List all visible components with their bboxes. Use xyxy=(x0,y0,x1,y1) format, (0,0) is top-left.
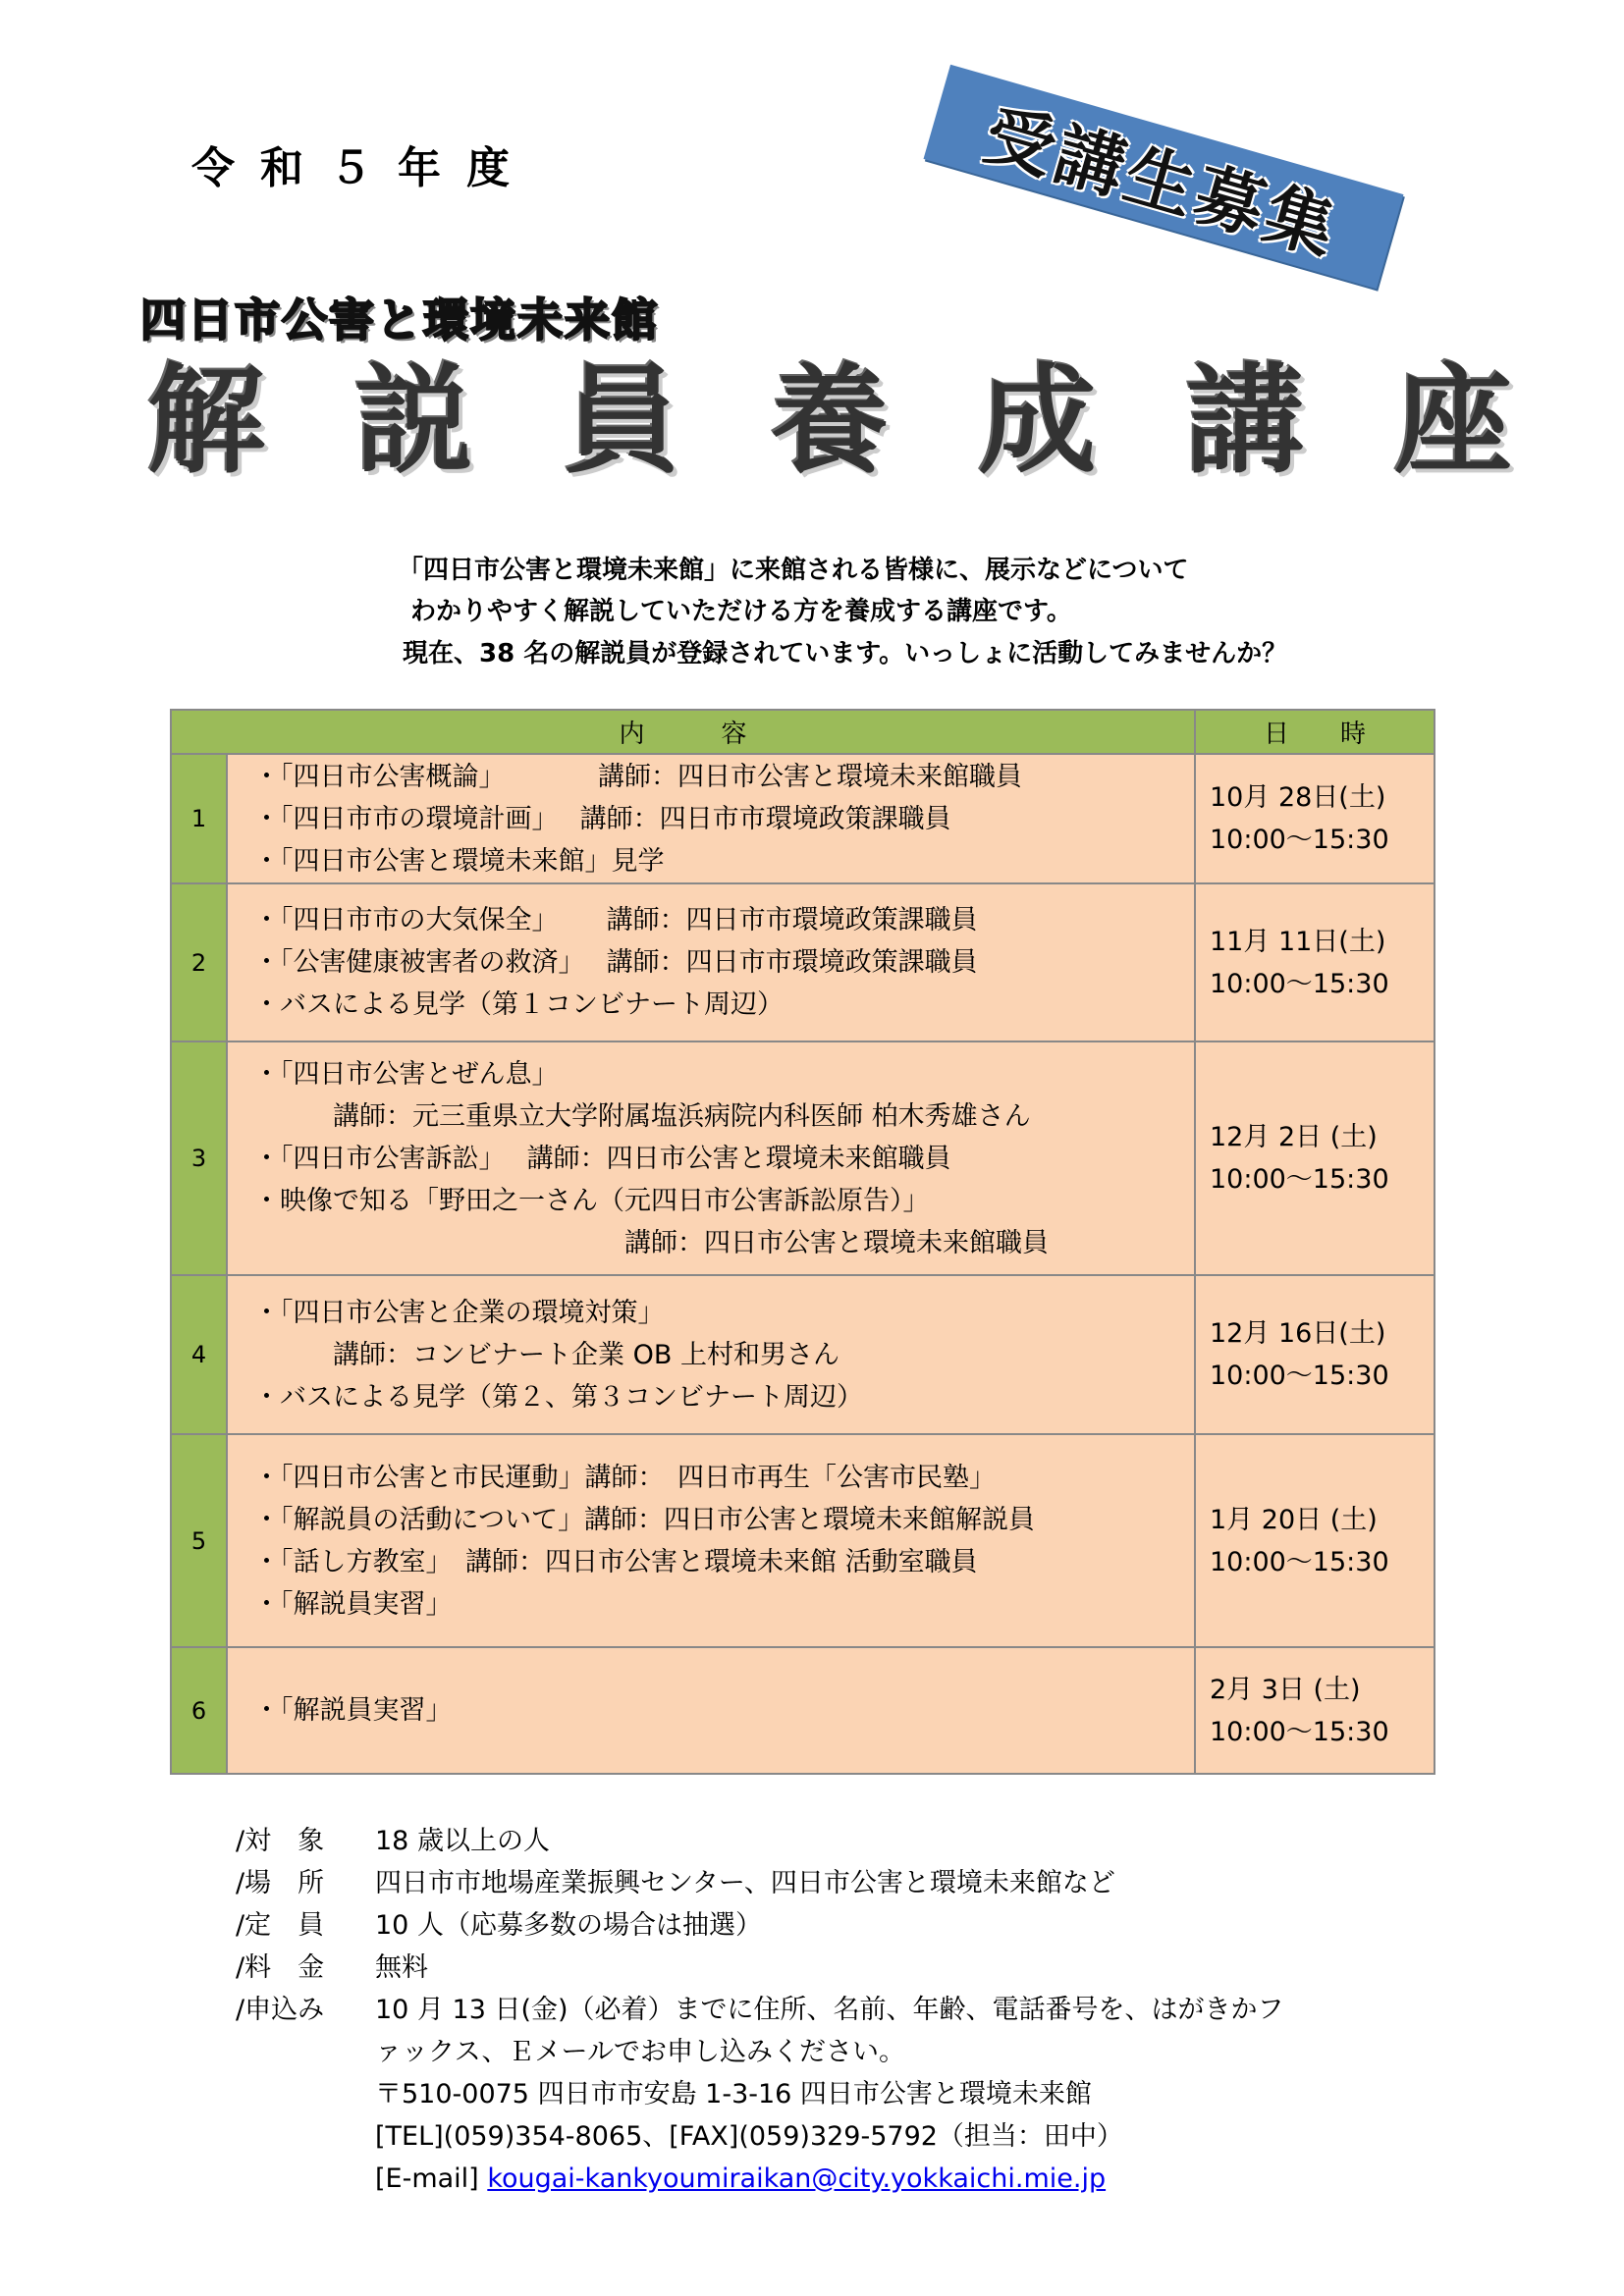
course-title-char: 解 xyxy=(147,353,265,490)
info-list xyxy=(236,1820,1284,2200)
email-link[interactable]: kougai-kankyoumiraikan@city.yokkaichi.mie.jp xyxy=(487,2163,1107,2194)
info-label: /場 所 xyxy=(236,1868,325,1898)
intro-line: 現在、38 名の解説員が登録されています。いっしょに活動してみませんか？ xyxy=(403,639,1288,668)
info-apply-cont: ァックス、Ｅメールでお申し込みください。 xyxy=(375,2037,905,2067)
session-date xyxy=(1195,1647,1435,1774)
info-fee xyxy=(236,1947,1284,1989)
intro-line: わかりやすく解説していただける方を養成する講座です。 xyxy=(410,597,1072,626)
course-title-char: 成 xyxy=(978,353,1097,490)
date-line: 11月 11日(土) xyxy=(1210,926,1386,957)
info-email-line xyxy=(236,2158,1284,2200)
session-date xyxy=(1195,1275,1435,1434)
time-line: 10:00～15:30 xyxy=(1210,1546,1389,1577)
info-label: /対 象 xyxy=(236,1826,325,1856)
session-date xyxy=(1195,1434,1435,1647)
session-date xyxy=(1195,754,1435,883)
table-header-row xyxy=(171,710,1435,754)
info-value: 10 月 13 日(金)（必着）までに住所、名前、年齢、電話番号を、はがきかフ xyxy=(375,1995,1284,2025)
table-row xyxy=(171,1434,1435,1647)
content-line: ・「四日市公害と市民運動」講師： 四日市再生「公害市民塾」 xyxy=(253,1462,996,1493)
course-title xyxy=(147,353,1512,490)
table-row xyxy=(171,883,1435,1041)
content-line: ・「四日市公害訴訟」 講師：四日市公害と環境未来館職員 xyxy=(253,1143,951,1174)
content-line: ・映像で知る「野田之一さん（元四日市公害訴訟原告）」 xyxy=(253,1185,930,1216)
session-content xyxy=(227,1041,1195,1275)
date-line: 12月 2日 (土) xyxy=(1210,1122,1378,1152)
session-number: 6 xyxy=(171,1647,227,1774)
info-value: 18 歳以上の人 xyxy=(375,1826,550,1856)
course-title-char: 説 xyxy=(354,353,473,490)
session-content xyxy=(227,1275,1195,1434)
facility-name: 四日市公害と環境未来館 xyxy=(140,294,659,347)
content-line: ・バスによる見学（第１コンビナート周辺） xyxy=(253,989,784,1020)
content-line: ・「解説員実習」 xyxy=(253,1588,453,1620)
course-title-char: 員 xyxy=(563,353,681,490)
session-number: 4 xyxy=(171,1275,227,1434)
time-line: 10:00～15:30 xyxy=(1210,825,1389,855)
recruitment-banner xyxy=(924,65,1404,289)
session-date xyxy=(1195,1041,1435,1275)
session-number: 3 xyxy=(171,1041,227,1275)
banner-text: 受講生募集 xyxy=(976,92,1348,271)
course-title-char: 座 xyxy=(1393,353,1512,490)
info-address: 〒510-0075 四日市市安島 1-3-16 四日市公害と環境未来館 xyxy=(375,2079,1092,2109)
content-line: 講師：元三重県立大学附属塩浜病院内科医師 柏木秀雄さん xyxy=(253,1100,1031,1132)
table-row xyxy=(171,1041,1435,1275)
year-title: 令和５年度 xyxy=(191,143,535,193)
schedule-table xyxy=(170,709,1435,1775)
content-line: ・「解説員実習」 xyxy=(253,1695,453,1726)
date-line: 10月 28日(土) xyxy=(1210,782,1386,813)
content-line: ・「四日市市の大気保全」 講師：四日市市環境政策課職員 xyxy=(253,905,978,935)
info-capacity xyxy=(236,1904,1284,1947)
session-content xyxy=(227,1434,1195,1647)
info-label: /料 金 xyxy=(236,1952,325,1983)
date-line: 1月 20日 (土) xyxy=(1210,1504,1378,1535)
time-line: 10:00～15:30 xyxy=(1210,1164,1389,1195)
time-line: 10:00～15:30 xyxy=(1210,968,1389,999)
content-line: ・「四日市公害と環境未来館」見学 xyxy=(253,845,665,877)
table-row xyxy=(171,754,1435,883)
content-line: ・「四日市公害概論」 講師：四日市公害と環境未来館職員 xyxy=(253,761,1022,792)
content-line: ・「解説員の活動について」講師：四日市公害と環境未来館解説員 xyxy=(253,1504,1035,1535)
time-line: 10:00～15:30 xyxy=(1210,1716,1389,1747)
course-title-char: 講 xyxy=(1186,353,1305,490)
table-row xyxy=(171,1275,1435,1434)
table-row xyxy=(171,1647,1435,1774)
info-value: 10 人（応募多数の場合は抽選） xyxy=(375,1910,762,1941)
email-label: [E-mail] xyxy=(375,2163,488,2194)
time-line: 10:00～15:30 xyxy=(1210,1361,1389,1391)
info-value: 四日市市地場産業振興センター、四日市公害と環境未来館など xyxy=(375,1868,1115,1898)
header-content: 内 容 xyxy=(171,710,1195,754)
session-number: 1 xyxy=(171,754,227,883)
content-line: ・「公害健康被害者の救済」 講師：四日市市環境政策課職員 xyxy=(253,947,978,978)
info-apply xyxy=(236,1989,1284,2031)
info-label: /申込み xyxy=(236,1995,325,2025)
info-target xyxy=(236,1820,1284,1862)
content-line: ・「四日市公害とぜん息」 xyxy=(253,1058,559,1090)
info-value: 無料 xyxy=(375,1952,428,1983)
date-line: 2月 3日 (土) xyxy=(1210,1674,1361,1705)
session-content xyxy=(227,754,1195,883)
course-title-char: 養 xyxy=(770,353,889,490)
content-line: ・「四日市公害と企業の環境対策」 xyxy=(253,1297,665,1328)
content-line: 講師：四日市公害と環境未来館職員 xyxy=(253,1227,1049,1258)
session-number: 5 xyxy=(171,1434,227,1647)
session-date xyxy=(1195,883,1435,1041)
session-content xyxy=(227,1647,1195,1774)
session-content xyxy=(227,883,1195,1041)
header-datetime: 日 時 xyxy=(1195,710,1435,754)
content-line: 講師：コンビナート企業 OB 上村和男さん xyxy=(253,1339,839,1370)
info-tel-fax: [TEL](059)354-8065、[FAX](059)329-5792（担当：田中） xyxy=(375,2121,1123,2152)
info-place xyxy=(236,1862,1284,1904)
info-label: /定 員 xyxy=(236,1910,325,1941)
content-line: ・「話し方教室」 講師：四日市公害と環境未来館 活動室職員 xyxy=(253,1546,978,1577)
content-line: ・「四日市市の環境計画」 講師：四日市市環境政策課職員 xyxy=(253,803,951,834)
session-number: 2 xyxy=(171,883,227,1041)
content-line: ・バスによる見学（第２、第３コンビナート周辺） xyxy=(253,1381,863,1413)
intro-line: 「四日市公害と環境未来館」に来館される皆様に、展示などについて xyxy=(398,556,1189,585)
date-line: 12月 16日(土) xyxy=(1210,1318,1386,1349)
